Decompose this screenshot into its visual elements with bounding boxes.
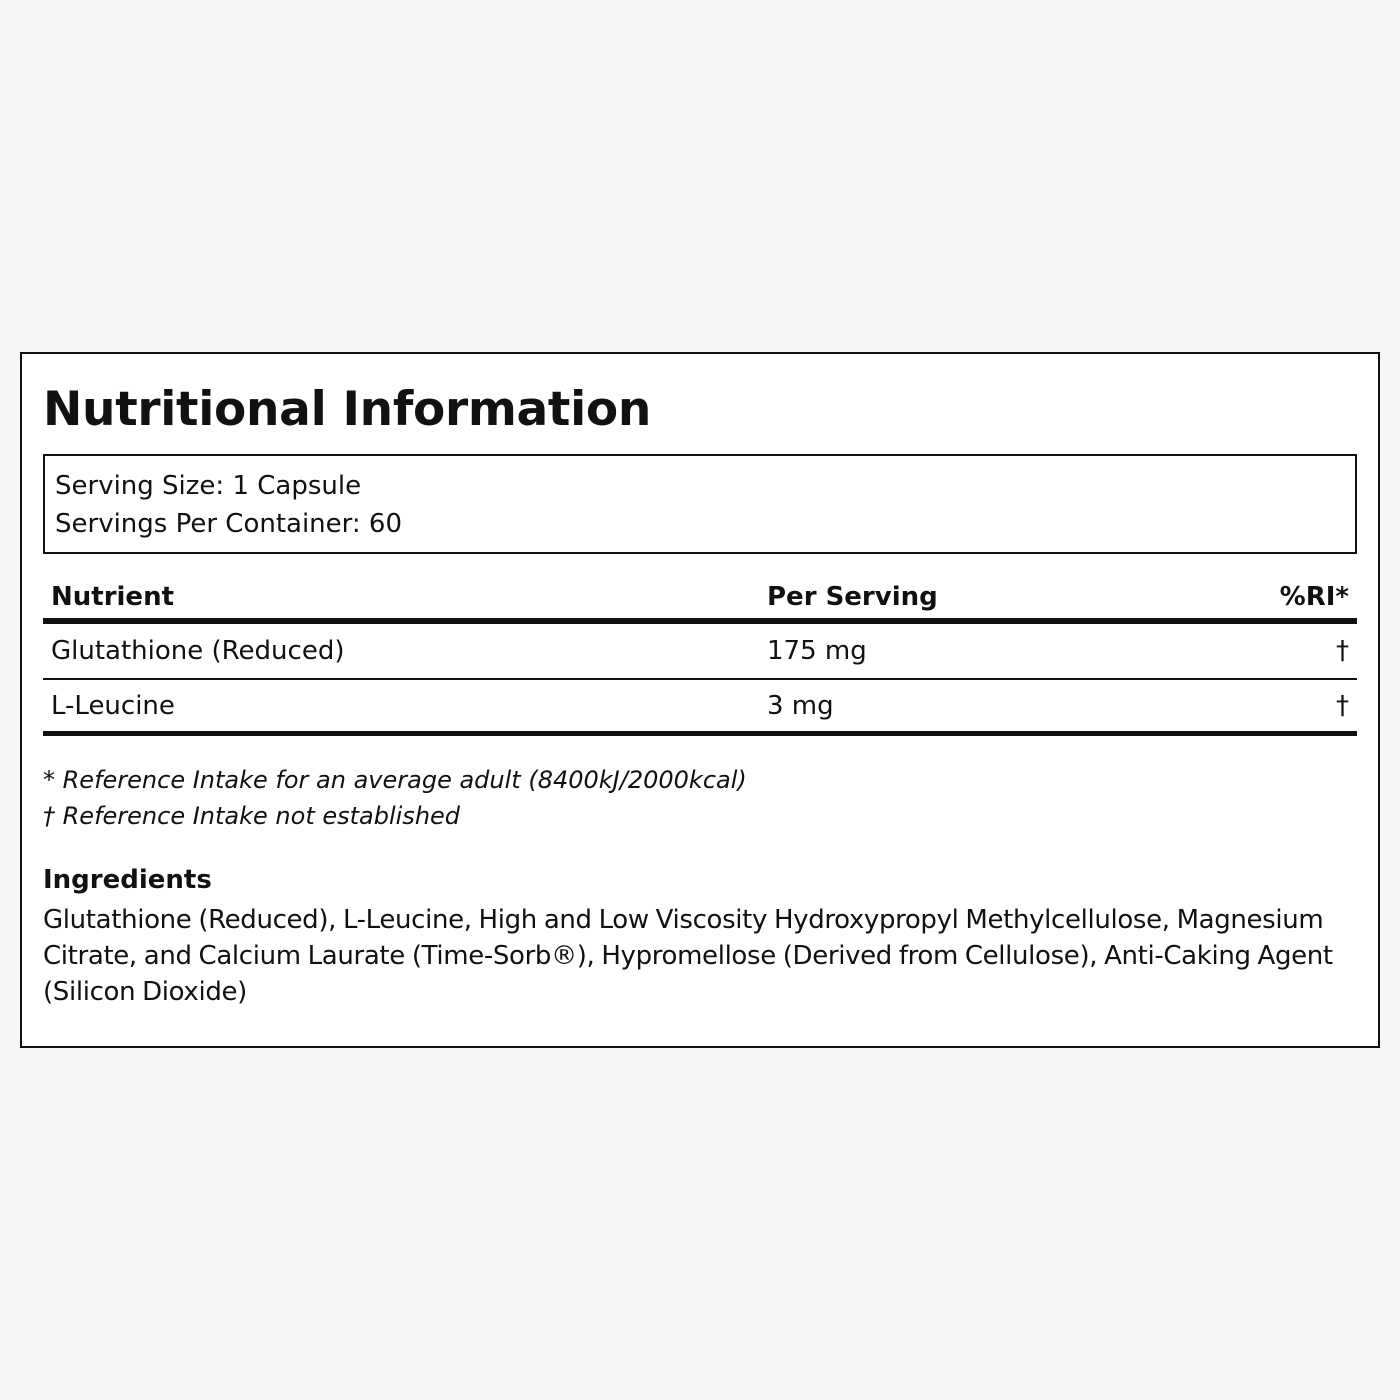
footnote-not-established: † Reference Intake not established [43,802,461,830]
table-header-row [43,579,1357,624]
header-per-serving: Per Serving [767,582,938,612]
table-row [43,680,1357,736]
row-nutrient: Glutathione (Reduced) [51,636,345,666]
page-title: Nutritional Information [43,382,652,437]
header-ri: %RI* [1279,582,1349,612]
header-nutrient: Nutrient [51,582,175,612]
row-per-serving: 175 mg [767,636,867,666]
row-per-serving: 3 mg [767,690,834,721]
serving-size: Serving Size: 1 Capsule [55,471,362,501]
servings-per-container: Servings Per Container: 60 [55,509,403,539]
row-nutrient: L-Leucine [51,690,175,721]
row-ri: † [1336,690,1349,721]
nutrient-table [43,579,1357,736]
table-row [43,624,1357,680]
nutrition-panel [20,352,1380,1048]
footnotes [43,762,1357,834]
serving-info-box [43,454,1357,554]
footnote-reference-intake: * Reference Intake for an average adult (8400kJ/2000kcal) [43,766,747,794]
row-ri: † [1336,636,1349,666]
ingredients-text: Glutathione (Reduced), L-Leucine, High and Low Viscosity Hydroxypropyl Methylcellulose, Magnesium Citrate, and Calcium Laurate (Time-Sorb®), Hypromellose (Derived from Cellulose), Anti-Caking Agent (Silicon Dioxide) [43,905,1333,1007]
ingredients-heading: Ingredients [43,865,212,895]
